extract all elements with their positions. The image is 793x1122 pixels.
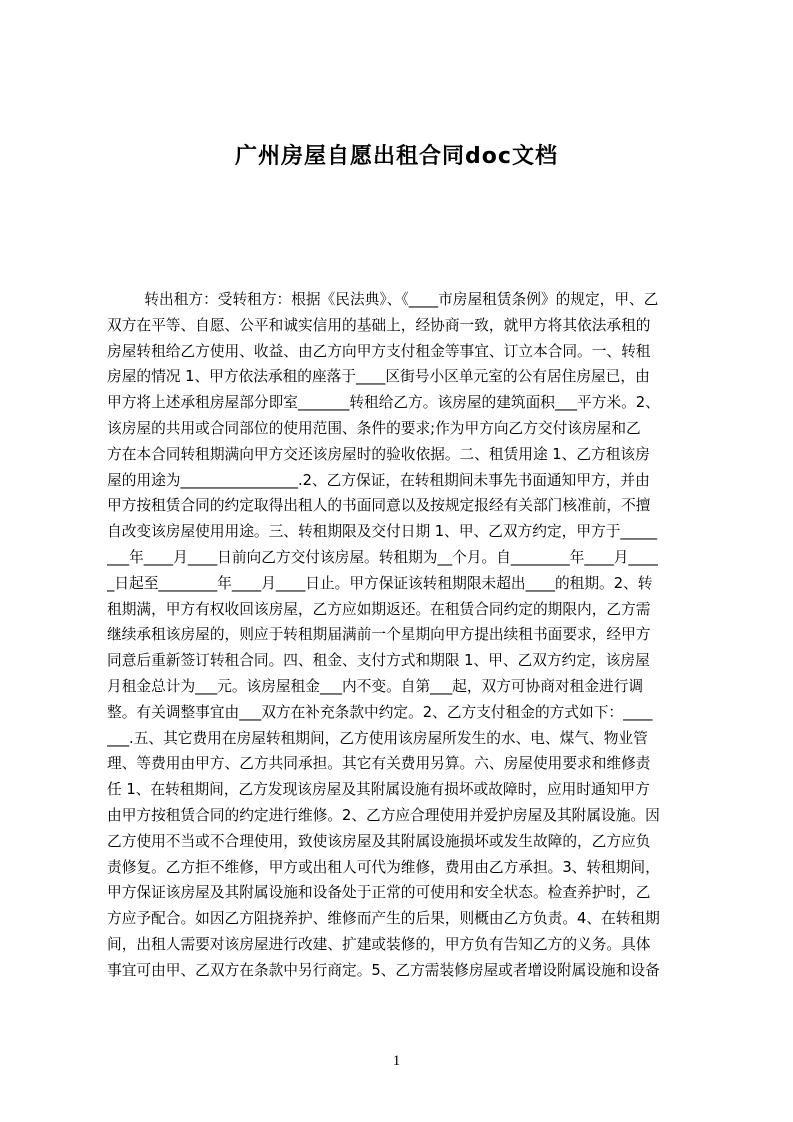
body-line: 方应予配合。如因乙方阻挠养护、维修而产生的后果，则概由乙方负责。4、在转租期 (107, 910, 660, 928)
body-line: 继续承租该房屋的，则应于转租期届满前一个星期向甲方提出续租书面要求，经甲方 (107, 626, 651, 644)
body-line: ___年____月____日前向乙方交付该房屋。转租期为__个月。自________年____月____ (107, 548, 658, 566)
body-line: _日起至________年____月____日止。甲方保证该转租期限未超出____的租期。2、转 (107, 574, 653, 592)
body-line: 任 1、在转租期间，乙方发现该房屋及其附属设施有损坏或故障时，应用时通知甲方 (107, 781, 650, 799)
body-line: ___.五、其它费用在房屋转租期间，乙方使用该房屋所发生的水、电、煤气、物业管 (107, 729, 648, 747)
body-line: 房屋转租给乙方使用、收益、由乙方向甲方支付租金等事宜、订立本合同。一、转租 (107, 342, 651, 360)
body-line: 由甲方按租赁合同的约定进行维修。2、乙方应合理使用并爱护房屋及其附属设施。因 (107, 806, 660, 824)
body-line: 理、等费用由甲方、乙方共同承担。其它有关费用另算。六、房屋使用要求和维修责 (107, 755, 651, 773)
body-line: 甲方保证该房屋及其附属设施和设备处于正常的可使用和安全状态。检查养护时，乙 (107, 884, 651, 902)
body-line: 甲方将上述承租房屋部分即室_______转租给乙方。该房屋的建筑面积___平方米。2、 (107, 394, 660, 412)
body-line: 该房屋的共用或合同部位的使用范围、条件的要求;作为甲方向乙方交付该房屋和乙 (107, 419, 641, 437)
body-line: 屋的用途为________________.2、乙方保证，在转租期间未事先书面通知甲方，并由 (107, 471, 650, 489)
body-line: 甲方按租赁合同的约定取得出租人的书面同意以及按规定报经有关部门核准前，不擅 (107, 497, 651, 515)
page-number: 1 (392, 1053, 401, 1069)
body-line: 方在本合同转租期满向甲方交还该房屋时的验收依据。二、租赁用途 1、乙方租该房 (107, 445, 650, 463)
body-line: 事宜可由甲、乙双方在条款中另行商定。5、乙方需装修房屋或者增设附属设施和设备 (107, 961, 660, 979)
body-line: 转出租方：受转租方：根据《民法典》、《____市房屋租赁条例》的规定，甲、乙 (107, 291, 659, 308)
body-line: 责修复。乙方拒不维修，甲方或出租人可代为维修，费用由乙方承担。3、转租期间， (107, 858, 660, 876)
body-line: 租期满，甲方有权收回该房屋，乙方应如期返还。在租赁合同约定的期限内，乙方需 (107, 600, 651, 618)
body-line: 乙方使用不当或不合理使用，致使该房屋及其附属设施损坏或发生故障的，乙方应负 (107, 832, 651, 850)
body-line: 同意后重新签订转租合同。四、租金、支付方式和期限 1、甲、乙双方约定，该房屋 (107, 652, 650, 670)
body-line: 自改变该房屋使用用途。三、转租期限及交付日期 1、甲、乙双方约定，甲方于_____ (107, 523, 658, 541)
body-line: 房屋的情况 1、甲方依法承租的座落于____区街号小区单元室的公有居住房屋已，由 (107, 368, 650, 386)
body-line: 间，出租人需要对该房屋进行改建、扩建或装修的，甲方负有告知乙方的义务。具体 (107, 935, 651, 953)
document-body (107, 287, 697, 1009)
document-title: 广州房屋自愿出租合同doc文档 (235, 144, 558, 169)
body-line: 整。有关调整事宜由___双方在补充条款中约定。2、乙方支付租金的方式如下：____ (107, 703, 653, 721)
body-line: 月租金总计为___元。该房屋租金___内不变。自第___起，双方可协商对租金进行调 (107, 677, 644, 695)
body-line: 双方在平等、自愿、公平和诚实信用的基础上，经协商一致，就甲方将其依法承租的 (107, 316, 651, 334)
